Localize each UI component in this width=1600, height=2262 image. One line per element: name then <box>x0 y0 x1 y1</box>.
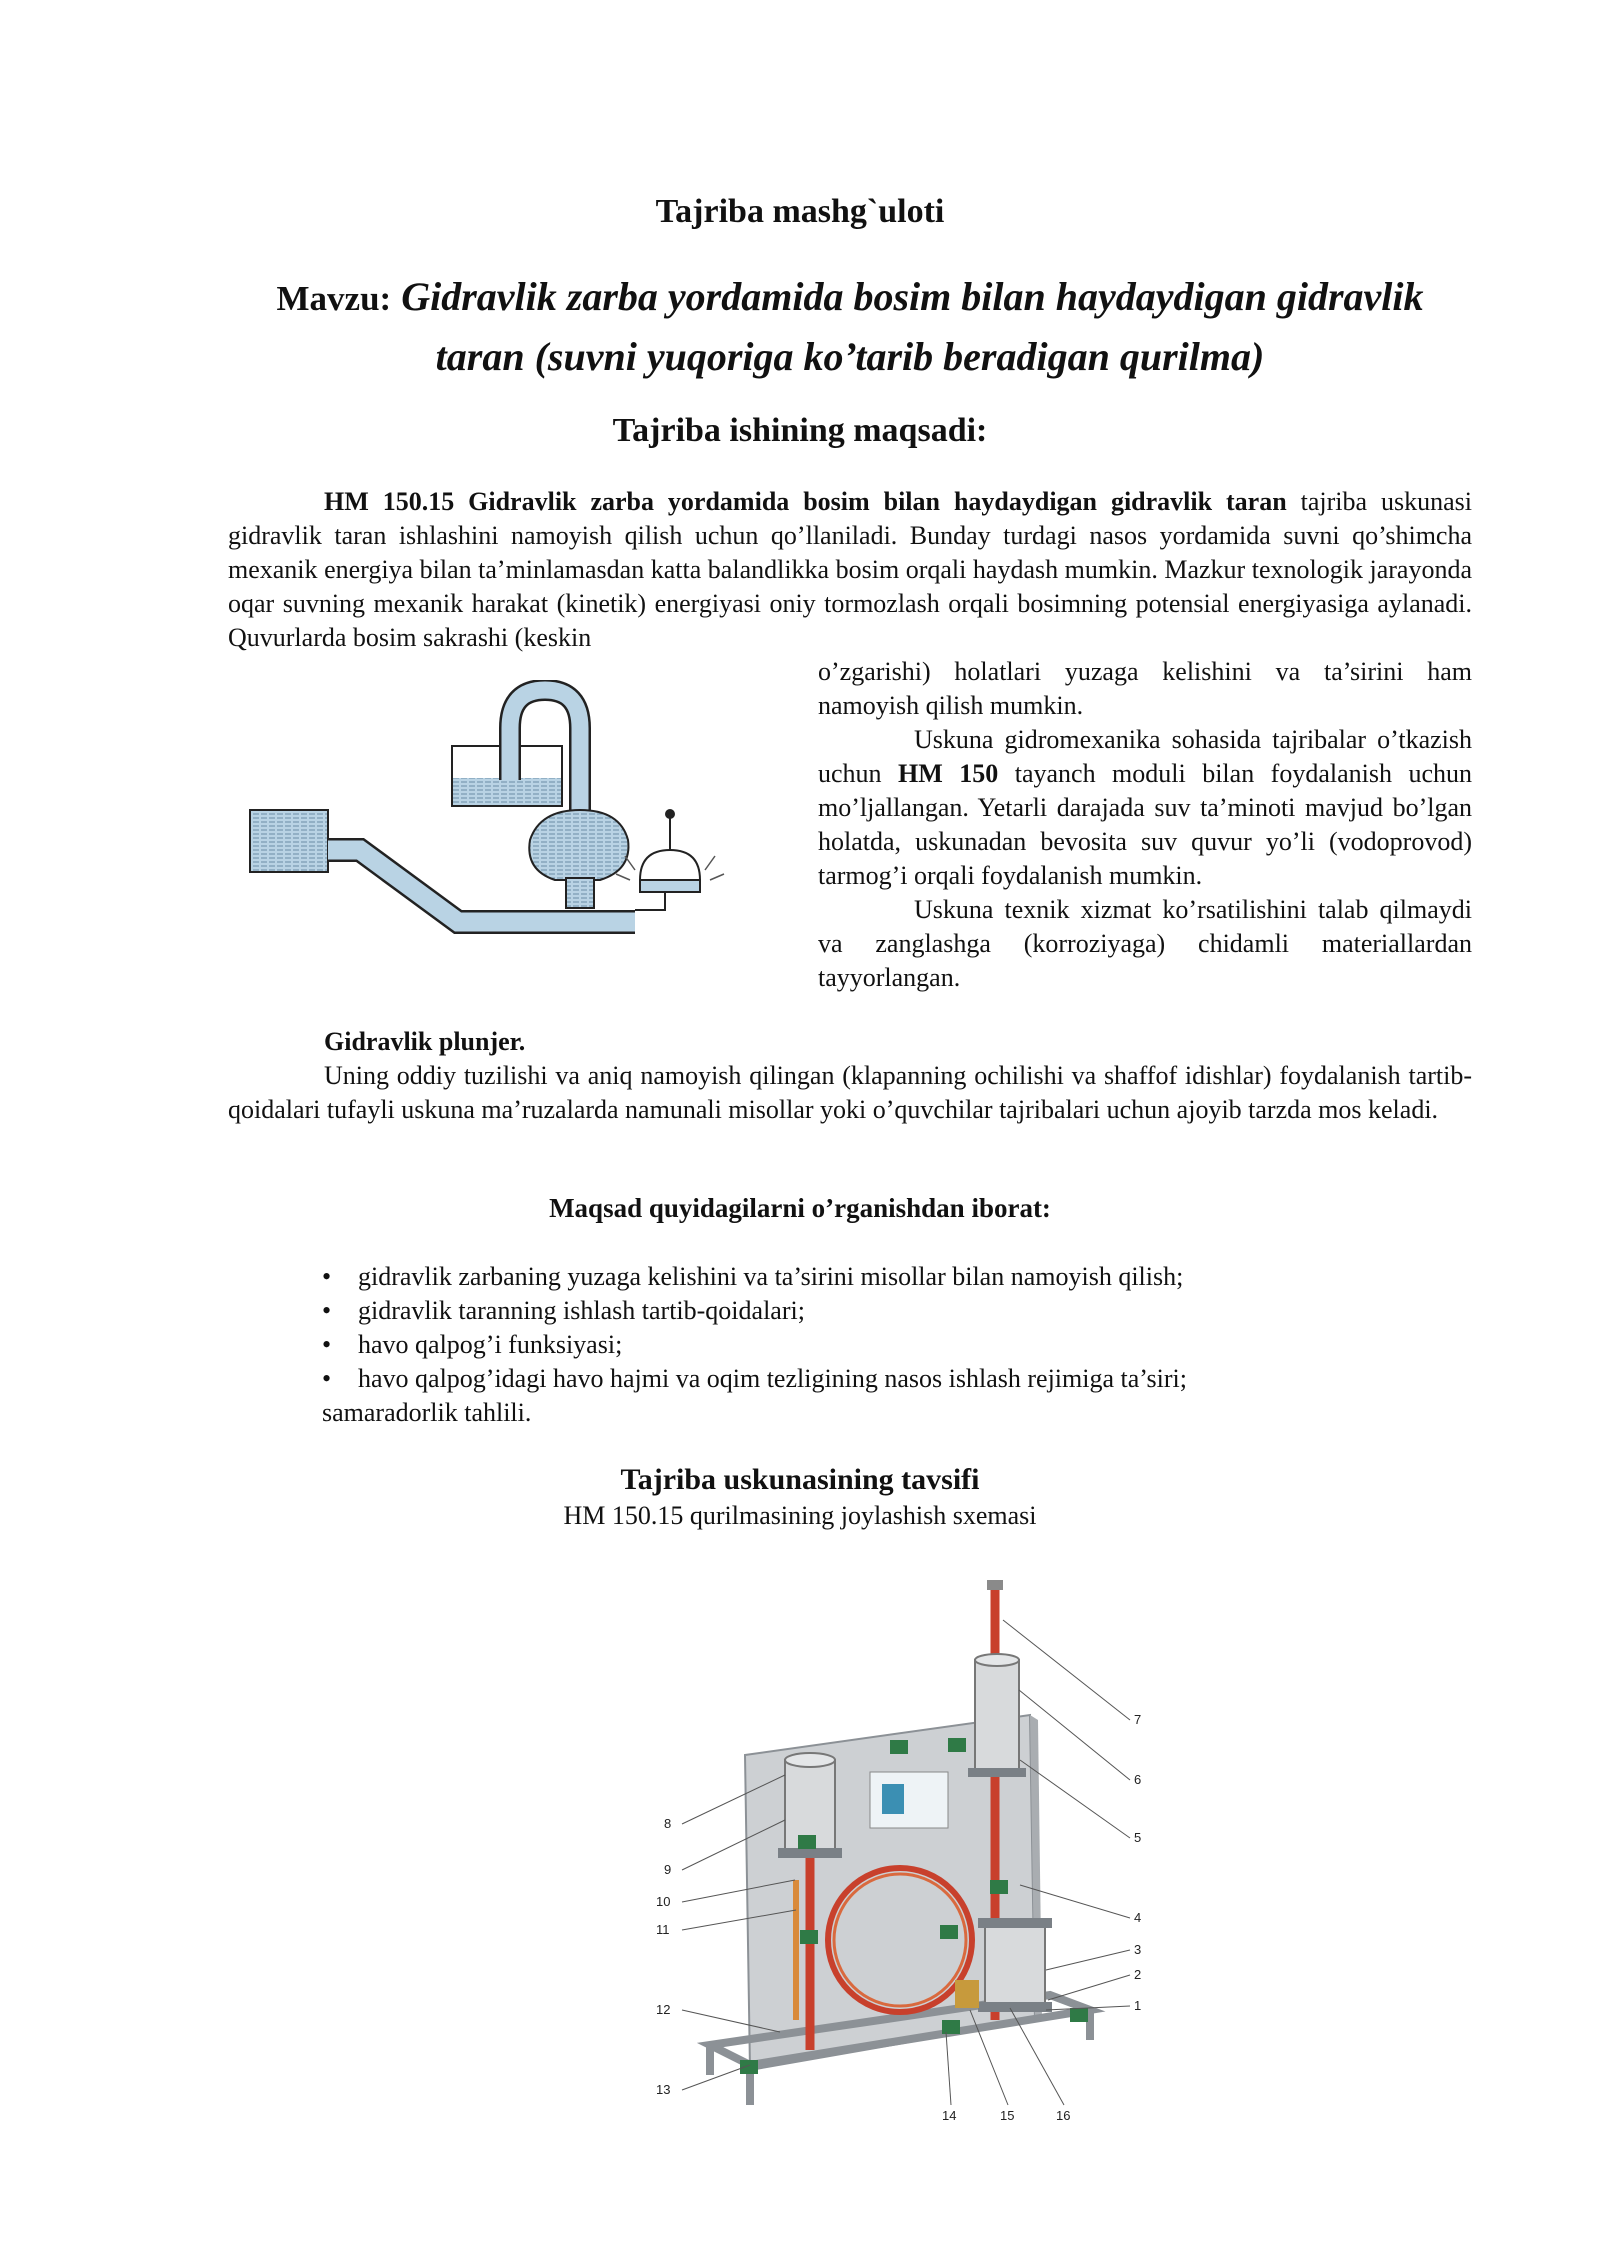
callout-7: 7 <box>1134 1712 1142 1727</box>
callout-16: 16 <box>1056 2108 1071 2123</box>
plunger-section <box>228 1025 1472 1127</box>
callout-3: 3 <box>1134 1942 1142 1957</box>
goals-list <box>322 1260 1422 1430</box>
callout-13: 13 <box>656 2082 671 2097</box>
topic-line1: Gidravlik zarba yordamida bosim bilan haydaydigan gidravlik <box>401 274 1424 319</box>
callout-5: 5 <box>1134 1830 1142 1845</box>
list-item: • havo qalpog’i funksiyasi; <box>322 1328 1422 1362</box>
callout-1: 1 <box>1134 1998 1142 2013</box>
intro-bold: HM 150.15 Gidravlik zarba yordamida bosim bilan haydaydigan gidravlik taran <box>324 487 1287 516</box>
goals-tail: samaradorlik tahlili. <box>322 1398 532 1427</box>
callout-10: 10 <box>656 1894 671 1909</box>
side-paragraph-3: Uskuna texnik xizmat ko’rsatilishini talab qilmaydi va zanglashga (korroziyaga) chidamli materiallardan tayyorlangan. <box>818 895 1472 992</box>
side-paragraph-2 <box>818 723 1472 893</box>
topic-label: Mavzu: <box>276 279 392 318</box>
callout-14: 14 <box>942 2108 957 2123</box>
equipment-layout-diagram <box>650 1580 1170 2130</box>
topic-line2: taran (suvni yuqoriga ko’tarib beradigan qurilma) <box>435 334 1265 379</box>
callout-15: 15 <box>1000 2108 1015 2123</box>
goals-heading: Maqsad quyidagilarni o’rganishdan iborat: <box>549 1193 1051 1223</box>
callout-11: 11 <box>656 1922 670 1937</box>
equipment-subheading: HM 150.15 qurilmasining joylashish sxemasi <box>563 1501 1037 1530</box>
callout-9: 9 <box>664 1862 672 1877</box>
side-text <box>818 655 1472 995</box>
side-p2-before: Uskuna gidromexanika sohasida tajribalar o’tkazish uchun <box>818 725 1472 788</box>
purpose-heading: Tajriba ishining maqsadi: <box>612 412 988 449</box>
plunger-text: Uning oddiy tuzilishi va aniq namoyish qilingan (klapanning ochilishi va shaffof idishlar) foydalanish tartib-qoidalari tufayli uskuna ma’ruzalarda namunali misollar yoki o’quvchilar tajribalari uchun ajoyib tarzda mos keladi. <box>228 1061 1472 1124</box>
topic <box>200 268 1500 386</box>
callout-2: 2 <box>1134 1967 1142 1982</box>
plunger-heading: Gidravlik plunjer. <box>324 1027 526 1056</box>
callout-12: 12 <box>656 2002 671 2017</box>
page-title: Tajriba mashg`uloti <box>655 193 945 230</box>
callout-8: 8 <box>664 1816 672 1831</box>
intro-paragraph <box>228 485 1472 655</box>
list-item: • gidravlik taranning ishlash tartib-qoidalari; <box>322 1294 1422 1328</box>
hydraulic-ram-diagram <box>240 680 780 990</box>
callout-6: 6 <box>1134 1772 1142 1787</box>
side-paragraph-1: o’zgarishi) holatlari yuzaga kelishini va ta’sirini ham namoyish qilish mumkin. <box>818 657 1472 720</box>
side-p2-after: tayanch moduli bilan foydalanish uchun mo’ljallangan. Yetarli darajada suv ta’minoti mavjud bo’lgan holatda, uskunadan bevosita suv quvur yo’li (vodoprovod) tarmog’i orqali foydalanish mumkin. <box>818 759 1472 890</box>
equipment-heading: Tajriba uskunasining tavsifi <box>620 1463 980 1496</box>
callout-4: 4 <box>1134 1910 1142 1925</box>
list-item: • gidravlik zarbaning yuzaga kelishini va ta’sirini misollar bilan namoyish qilish; <box>322 1260 1422 1294</box>
side-p2-bold: HM 150 <box>898 759 999 788</box>
intro-rest: tajriba uskunasi gidravlik taran ishlashini namoyish qilish uchun qo’llaniladi. Bunday turdagi nasos yordamida suvni qo’shimcha mexanik energiya bilan ta’minlamasdan katta balandlikka bosim orqali haydash mumkin. Mazkur texnologik jarayonda oqar suvning mexanik harakat (kinetik) energiyasi oniy tormozlash orqali bosimning potensial energiyasiga aylanadi. Quvurlarda bosim sakrashi (keskin <box>228 487 1472 652</box>
list-item: • havo qalpog’idagi havo hajmi va oqim tezligining nasos ishlash rejimiga ta’siri; <box>322 1362 1422 1396</box>
